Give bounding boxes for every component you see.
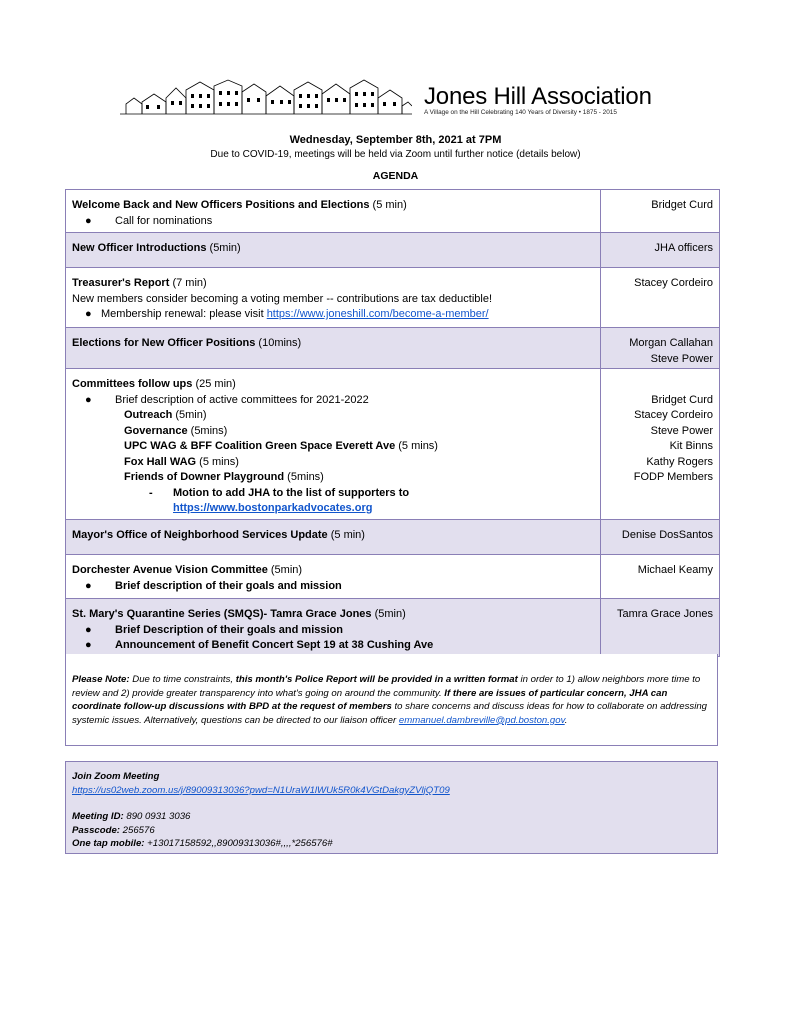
committee-name: Friends of Downer Playground <box>124 471 285 483</box>
presenter: Stacey Cordeiro <box>634 277 713 289</box>
meeting-id-value: 890 0931 3036 <box>123 811 191 823</box>
note-bold: If there are issues of particular concern, JHA can coordinate follow-up discussions with BPD at the request of members <box>72 687 668 713</box>
presenter: Bridget Curd <box>651 199 713 211</box>
presenter-list <box>601 328 719 368</box>
presenter: Kathy Rogers <box>646 455 713 468</box>
note-text: . <box>564 714 568 726</box>
bullet-text: Membership renewal: please visit <box>101 308 267 320</box>
agenda-item <box>66 268 601 327</box>
committee-item <box>72 470 594 486</box>
committee-name: Governance <box>124 424 188 437</box>
bullet-dot: ● <box>85 214 92 227</box>
committee-item <box>72 439 594 455</box>
bullet-dot: ● <box>85 623 92 636</box>
item-text: New members consider becoming a voting member -- contributions are tax deductible! <box>72 292 493 305</box>
item-title: Mayor's Office of Neighborhood Services Update <box>72 529 328 541</box>
motion-line <box>72 486 594 502</box>
agenda-row-treasurer <box>66 267 719 327</box>
agenda-row-smqs <box>66 598 719 656</box>
dash: - <box>149 486 153 499</box>
agenda-item <box>66 190 601 232</box>
item-time: (25 min) <box>192 378 236 390</box>
bullet-dot: ● <box>85 393 92 406</box>
agenda-table <box>65 189 720 657</box>
agenda-row-dorchester <box>66 554 719 598</box>
committee-time: (5 mins) <box>395 440 438 452</box>
presenter: FODP Members <box>633 471 713 483</box>
presenter: Stacey Cordeiro <box>634 409 713 421</box>
note-bold: this month's Police Report will be provided in a written format <box>235 674 518 685</box>
committee-time: (5mins) <box>187 424 228 437</box>
agenda-item <box>66 520 601 554</box>
presenter: Steve Power <box>650 424 713 437</box>
agenda-item <box>66 369 601 519</box>
item-title: St. Mary's Quarantine Series (SMQS)- Tamra Grace Jones <box>72 608 372 620</box>
item-time: (7 min) <box>169 277 207 289</box>
presenter: JHA officers <box>654 242 713 254</box>
bullet-line <box>72 623 594 639</box>
item-time: (5min) <box>267 564 303 576</box>
org-name: Jones Hill Association <box>424 83 652 110</box>
bullet-line <box>72 638 594 654</box>
village-skyline-logo <box>120 76 412 118</box>
agenda-row-mayors-office <box>66 519 719 554</box>
note-lead: Please Note: <box>72 674 130 685</box>
motion-link-line <box>72 501 594 517</box>
committee-item <box>72 408 594 424</box>
presenter: Kit Binns <box>669 440 713 452</box>
motion-text: Motion to add JHA to the list of supporters to <box>173 486 410 499</box>
one-tap-label: One tap mobile: <box>72 838 145 850</box>
zoom-join-label: Join Zoom Meeting <box>72 771 160 782</box>
agenda-item <box>66 555 601 598</box>
presenter: Tamra Grace Jones <box>617 608 713 620</box>
item-title: New Officer Introductions <box>72 242 207 254</box>
presenter: Denise DosSantos <box>621 529 713 541</box>
bullet-text: Brief Description of their goals and mission <box>115 623 343 636</box>
org-tagline: A Village on the Hill Celebrating 140 Years of Diversity • 1875 - 2015 <box>424 109 617 116</box>
presenter: Bridget Curd <box>651 393 713 406</box>
presenter: Morgan Callahan <box>629 337 713 349</box>
note-text: in order to 1) allow neighbors more time to review and 2) provide greater transparency into what's going on around the community. <box>72 674 701 699</box>
note-text: to share concerns and discuss ideas for how to collaborate on addressing systemic issues. Alternatively, questions can be directed to our liaison officer <box>72 701 708 726</box>
agenda-row-elections <box>66 327 719 368</box>
agenda-item <box>66 599 601 656</box>
item-title: Treasurer's Report <box>72 277 170 289</box>
item-title: Welcome Back and New Officers Positions and Elections <box>72 199 370 211</box>
agenda-row-welcome <box>66 190 719 232</box>
zoom-meeting-link[interactable]: https://us02web.zoom.us/j/89009313036?pwd=N1UraW1lWUk5R0k4VGtDakgyZVljQT09 <box>72 784 450 796</box>
agenda-title: AGENDA <box>372 170 419 182</box>
agenda-row-committees <box>66 368 719 519</box>
bullet-line <box>72 307 594 323</box>
meeting-note: Due to COVID-19, meetings will be held via Zoom until further notice (details below) <box>210 149 581 160</box>
bullet-line <box>72 579 594 595</box>
passcode-value: 256576 <box>120 824 155 836</box>
bullet-text: Brief description of active committees for 2021-2022 <box>115 393 369 406</box>
police-report-note <box>65 654 718 746</box>
presenter-list <box>601 369 719 519</box>
committee-name: UPC WAG & BFF Coalition Green Space Everett Ave <box>124 440 396 452</box>
agenda-item <box>66 233 601 267</box>
agenda-item <box>66 328 601 368</box>
committee-time: (5 mins) <box>196 455 239 468</box>
meeting-id-label: Meeting ID: <box>72 811 124 823</box>
item-time: (10mins) <box>255 337 302 349</box>
item-time: (5 min) <box>327 529 365 541</box>
note-text: Due to time constraints, <box>129 674 236 685</box>
item-title: Elections for New Officer Positions <box>72 337 256 349</box>
presenter: Steve Power <box>650 352 713 365</box>
bullet-line <box>72 393 594 409</box>
one-tap-value: +13017158592,,89009313036#,,,,*256576# <box>144 838 333 850</box>
item-title: Dorchester Avenue Vision Committee <box>72 564 268 576</box>
committee-name: Fox Hall WAG <box>124 455 197 468</box>
committee-item <box>72 424 594 440</box>
bullet-dot: ● <box>85 308 92 320</box>
passcode-label: Passcode: <box>72 824 120 836</box>
item-time: (5 min) <box>369 199 407 211</box>
meeting-date: Wednesday, September 8th, 2021 at 7PM <box>289 134 502 146</box>
bullet-text: Brief description of their goals and mission <box>115 579 342 592</box>
presenter: Michael Keamy <box>637 564 713 576</box>
committee-time: (5mins) <box>284 471 324 483</box>
item-time: (5min) <box>371 608 406 620</box>
bullet-text: Announcement of Benefit Concert Sept 19 at 38 Cushing Ave <box>115 639 434 651</box>
bullet-line <box>72 214 594 230</box>
agenda-row-introductions <box>66 232 719 267</box>
bullet-dot: ● <box>85 579 92 592</box>
park-advocates-link[interactable]: https://www.bostonparkadvocates.org <box>173 502 373 514</box>
item-time: (5min) <box>206 242 241 254</box>
bullet-dot: ● <box>85 639 92 651</box>
zoom-details <box>65 761 718 854</box>
committee-name: Outreach <box>124 409 173 421</box>
committee-time: (5min) <box>172 409 207 421</box>
membership-link[interactable]: https://www.joneshill.com/become-a-member/ <box>266 308 489 320</box>
bullet-text: Call for nominations <box>115 214 213 227</box>
committee-item <box>72 455 594 471</box>
liaison-email-link[interactable]: emmanuel.dambreville@pd.boston.gov <box>398 714 565 726</box>
item-title: Committees follow ups <box>72 378 193 390</box>
